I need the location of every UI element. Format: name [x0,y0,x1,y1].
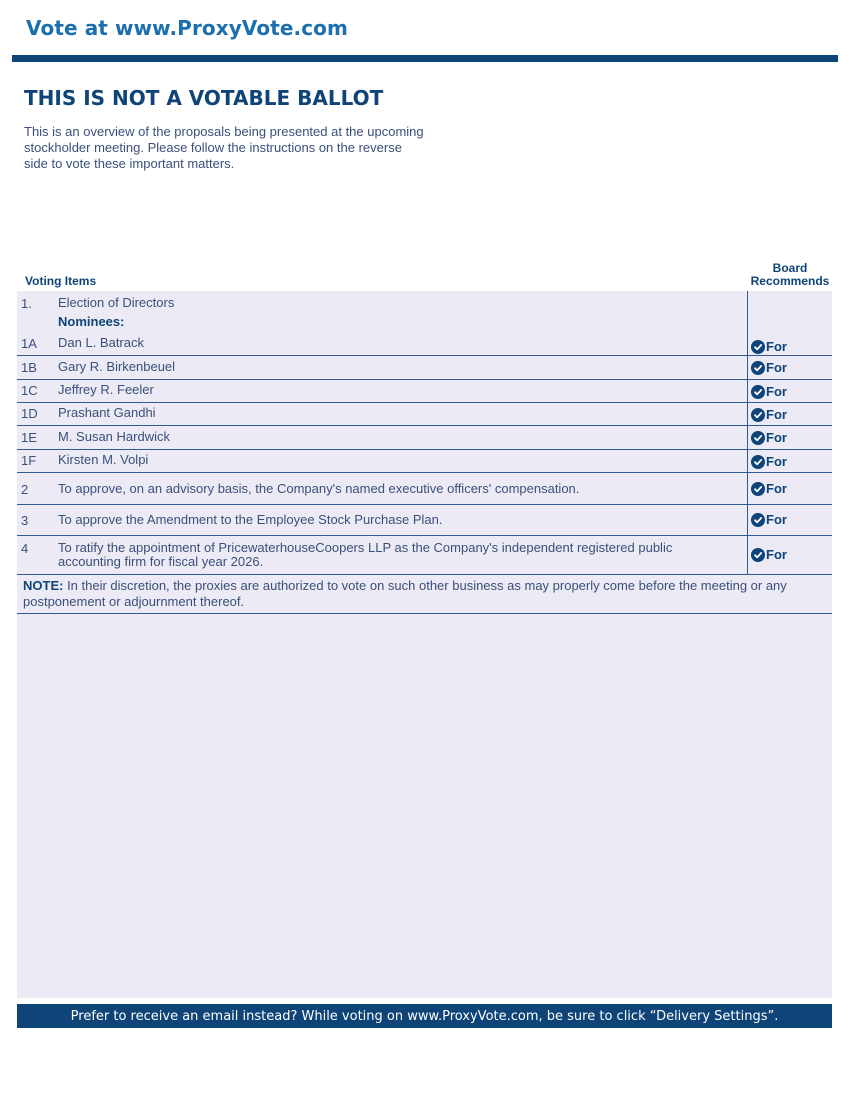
nominees-label: Nominees: [58,314,125,329]
check-circle-icon [751,431,765,445]
footer-text: Prefer to receive an email instead? While voting on www.ProxyVote.com, be sure to click “Delivery Settings”. [70,1008,779,1024]
intro-text: This is an overview of the proposals being presented at the upcoming stockholder meeting. Please follow the instructions on the reverse side to vote these important matters. [24,124,424,171]
column-separator [747,505,748,535]
nominee-row [17,426,832,450]
board-recommendation: For [751,547,787,562]
column-separator [747,380,748,402]
column-header-voting-items: Voting Items [25,274,97,288]
proposal-text: To approve, on an advisory basis, the Company's named executive officers' compensation. [58,481,580,496]
check-circle-icon [751,385,765,399]
board-recommendation: For [751,512,787,527]
proposal-number: 4 [21,541,29,556]
nominee-row [17,403,832,426]
note-text [23,578,823,610]
proposal-number: 2 [21,482,29,497]
nominee-name: Kirsten M. Volpi [58,452,149,467]
nominee-name: Gary R. Birkenbeuel [58,359,176,374]
vote-website-link[interactable]: Vote at www.ProxyVote.com [26,16,348,40]
board-recommendation: For [751,454,787,469]
check-circle-icon [751,513,765,527]
column-separator [747,291,748,338]
proposal-row-3 [17,505,832,536]
nominee-row [17,450,832,473]
board-recommendation: For [751,384,787,399]
nominee-name: Dan L. Batrack [58,335,144,350]
header-divider [12,55,838,62]
proposal-text: To ratify the appointment of PricewaterhouseCoopers LLP as the Company's independent registered public accounting firm for fiscal year 2026. [58,540,673,569]
check-circle-icon [751,482,765,496]
check-circle-icon [751,455,765,469]
proposal-row-1 [17,291,832,338]
page-title: THIS IS NOT A VOTABLE BALLOT [24,86,384,110]
proposal-text: To approve the Amendment to the Employee Stock Purchase Plan. [58,512,443,527]
check-circle-icon [751,361,765,375]
nominee-number: 1D [21,406,38,421]
column-header-board-recommends: Board Recommends [750,261,830,288]
nominee-row [17,380,832,403]
note-body: In their discretion, the proxies are authorized to vote on such other business as may properly come before the meeting or any postponement or adjournment thereof. [23,578,787,609]
nominee-number: 1F [21,453,37,468]
board-recommendation: For [751,430,787,445]
proposal-number: 3 [21,513,29,528]
proposal-row-4 [17,536,832,575]
board-recommendation: For [751,339,787,354]
nominee-number: 1E [21,430,37,445]
proposal-text: Election of Directors [58,295,175,310]
check-circle-icon [751,340,765,354]
nominee-row [17,332,832,356]
check-circle-icon [751,548,765,562]
column-separator [747,426,748,449]
nominee-number: 1A [21,336,37,351]
nominee-row [17,356,832,380]
note-label: NOTE: [23,578,64,593]
column-separator [747,473,748,504]
board-recommendation: For [751,360,787,375]
nominee-name: Jeffrey R. Feeler [58,382,154,397]
nominee-name: M. Susan Hardwick [58,429,170,444]
nominee-number: 1C [21,383,38,398]
proposal-row-2 [17,473,832,505]
board-recommendation: For [751,407,787,422]
check-circle-icon [751,408,765,422]
board-recommendation: For [751,481,787,496]
column-separator [747,356,748,379]
nominee-name: Prashant Gandhi [58,405,156,420]
column-separator [747,332,748,355]
proposal-number: 1. [21,296,32,311]
footer-banner [17,1004,832,1028]
column-separator [747,403,748,425]
nominee-number: 1B [21,360,37,375]
column-separator [747,450,748,472]
column-separator [747,536,748,574]
note-row [17,575,832,614]
